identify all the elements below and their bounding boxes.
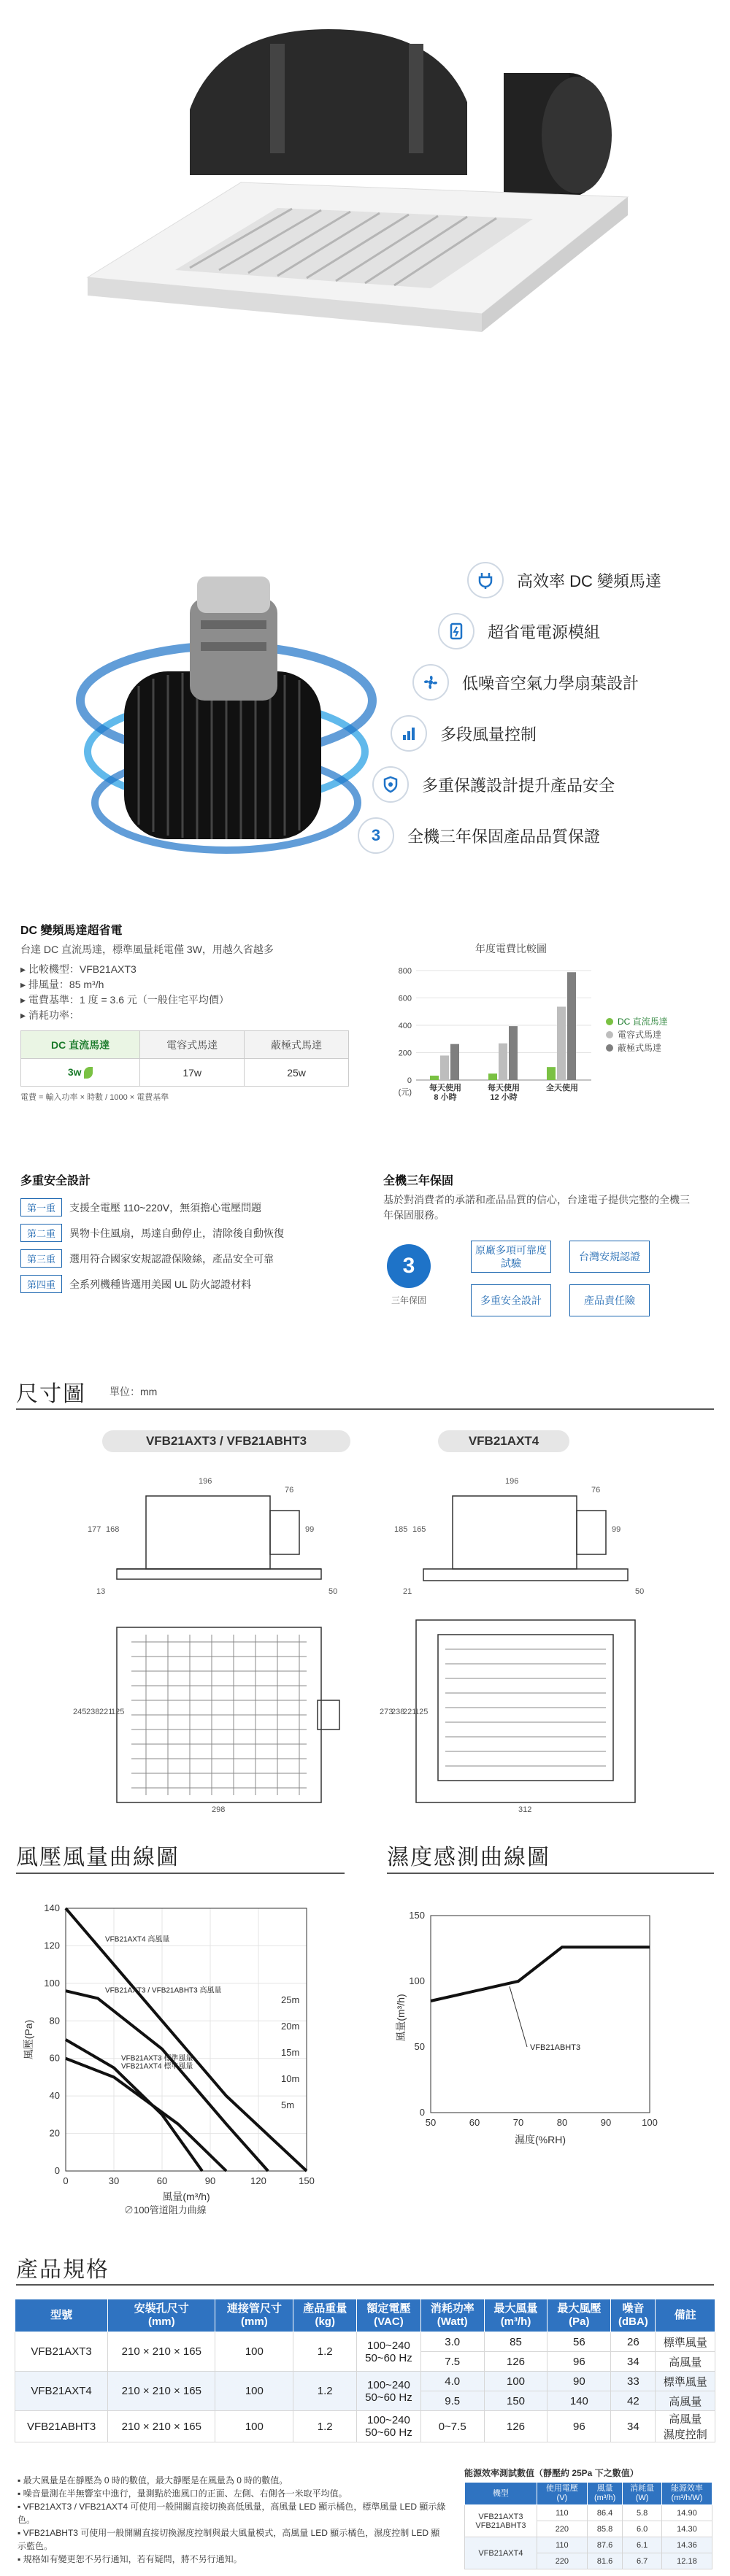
table-cell: 1.2: [293, 2332, 357, 2372]
efficiency-table: [464, 2482, 712, 2569]
table-cell: 100~240 50~60 Hz: [357, 2411, 421, 2442]
table-cell: 26: [611, 2332, 656, 2352]
x-axis-label: 風量(m³/h): [162, 2191, 210, 2202]
warranty-box: 產品責任險: [569, 1284, 650, 1316]
feature-text: 高效率 DC 變頻馬達: [517, 571, 662, 590]
table-cell: 100: [215, 2372, 293, 2411]
table-cell: 高風量: [656, 2391, 715, 2411]
y-tick-label: 80: [49, 2015, 60, 2027]
table-cell: 高風量: [656, 2352, 715, 2372]
table-cell: VFB21AXT3 VFB21ABHT3: [465, 2505, 537, 2537]
series-label: VFB21AXT4 標準風量: [121, 2062, 193, 2071]
table-cell: VFB21ABHT3: [15, 2411, 108, 2442]
table-cell: 5.8: [623, 2505, 662, 2521]
footnote: ∅100管道阻力曲線: [124, 2205, 207, 2215]
bar: [547, 1067, 556, 1080]
spec-notes: [18, 2474, 448, 2566]
plot-frame: [431, 1916, 650, 2113]
x-axis-label: 濕度(%RH): [515, 2134, 566, 2145]
dim-label: 13: [96, 1587, 106, 1596]
warranty-box: 原廠多項可靠度試驗: [471, 1241, 551, 1273]
pq-curve-title: 風壓風量曲線圖: [16, 1846, 180, 1870]
table-header: 噪音 (dBA): [611, 2299, 656, 2332]
y-tick-label: 0: [407, 1076, 412, 1085]
warranty-box: 多重安全設計: [471, 1284, 551, 1316]
table-cell: 6.0: [623, 2521, 662, 2537]
table-cell: 100: [215, 2411, 293, 2442]
safety-title: 多重安全設計: [20, 1175, 91, 1187]
warranty-title: 全機三年保固: [383, 1175, 454, 1187]
humidity-curve-title: 濕度感測曲線圖: [387, 1846, 550, 1870]
bar: [499, 1044, 507, 1080]
table-header: 蔽極式馬達: [245, 1031, 349, 1059]
table-cell: 56: [548, 2332, 611, 2352]
dim-label: 177: [88, 1525, 101, 1534]
table-cell: 110: [537, 2537, 587, 2553]
table-cell: 110: [537, 2505, 587, 2521]
spec-note: ▪ VFB21ABHT3 可使用一般開關直接切換濕度控制與最大風量模式，高風量 LED 顯示橘色，濕度控制 LED 顯示藍色。: [18, 2528, 440, 2551]
table-cell: 14.30: [661, 2521, 712, 2537]
dim-label: 21: [403, 1587, 412, 1596]
table-cell: 87.6: [587, 2537, 622, 2553]
x-tick-label: 每天使用: [488, 1084, 520, 1092]
safety-item: [20, 1224, 356, 1242]
safety-item: [20, 1198, 356, 1216]
table-cell: 3w: [21, 1059, 140, 1087]
safety-item: [20, 1275, 356, 1293]
legend-label: 蔽極式馬達: [618, 1043, 662, 1053]
dim-label: 185: [394, 1525, 408, 1534]
x-tick-label: 8 小時: [434, 1093, 457, 1102]
table-header: 連接管尺寸 (mm): [215, 2299, 293, 2332]
right-tick-label: 25m: [281, 1994, 300, 2005]
table-row: [15, 2332, 715, 2352]
dim-label: 312: [518, 1805, 532, 1814]
table-cell: 100: [215, 2332, 293, 2372]
series-label: VFB21ABHT3: [530, 2043, 581, 2052]
dim-label: 99: [612, 1525, 621, 1534]
dim-label: 196: [199, 1477, 212, 1486]
y-tick-label: 600: [398, 994, 412, 1003]
x-tick-label: 12 小時: [490, 1093, 518, 1102]
x-tick-label: 0: [63, 2175, 69, 2186]
feature-item: [391, 715, 537, 752]
table-cell: 42: [611, 2391, 656, 2411]
x-tick-label: 全天使用: [546, 1084, 578, 1092]
dim-label: 238: [86, 1708, 100, 1716]
bar: [488, 1073, 497, 1080]
y-tick-label: 120: [44, 1940, 60, 1951]
x-tick-label: 90: [204, 2175, 216, 2186]
table-header: 額定電壓 (VAC): [357, 2299, 421, 2332]
x-tick-label: 90: [600, 2117, 612, 2128]
model-label: VFB21AXT3 / VFB21ABHT3: [102, 1430, 350, 1452]
table-cell: 6.7: [623, 2553, 662, 2569]
table-header: 機型: [465, 2483, 537, 2505]
table-header: 備註: [656, 2299, 715, 2332]
bar: [430, 1076, 439, 1080]
table-cell: 86.4: [587, 2505, 622, 2521]
table-header: 消耗功率 (Watt): [420, 2299, 484, 2332]
table-cell: 標準風量: [656, 2372, 715, 2391]
dim-label: 76: [591, 1486, 601, 1495]
leader-line: [510, 1986, 527, 2047]
table-cell: 12.18: [661, 2553, 712, 2569]
y-tick-label: 20: [49, 2127, 60, 2139]
plug-icon: [467, 562, 504, 598]
table-cell: 126: [484, 2352, 548, 2372]
table-cell: 33: [611, 2372, 656, 2391]
table-cell: 9.5: [420, 2391, 484, 2411]
table-cell: 14.90: [661, 2505, 712, 2521]
table-cell: 1.2: [293, 2372, 357, 2411]
x-tick-label: 30: [108, 2175, 120, 2186]
legend-marker: [606, 1044, 613, 1052]
x-tick-label: 60: [156, 2175, 168, 2186]
y-tick-label: 0: [54, 2165, 60, 2176]
safety-text: 選用符合國家安規認證保險絲，產品安全可靠: [69, 1252, 274, 1265]
table-header: 風量 (m³/h): [587, 2483, 622, 2505]
feature-item: [372, 766, 615, 803]
table-cell: 96: [548, 2411, 611, 2442]
right-tick-label: 15m: [281, 2047, 300, 2058]
feature-item: [467, 562, 661, 598]
hero-product-image: [0, 0, 730, 511]
table-cell: 220: [537, 2521, 587, 2537]
model-label: VFB21AXT4: [438, 1430, 569, 1452]
table-cell: VFB21AXT4: [465, 2537, 537, 2569]
spec-note: ▪ 噪音量測在半無響室中進行，量測點於進風口的正面、左側、右側各一米取平均值。: [18, 2488, 347, 2499]
table-header: 電容式馬達: [140, 1031, 245, 1059]
y-tick-label: 140: [44, 1902, 60, 1913]
y-axis-label: (元): [398, 1088, 412, 1097]
dimension-drawing-right: [380, 1467, 657, 1817]
table-cell: 85: [484, 2332, 548, 2352]
table-row: [465, 2505, 712, 2521]
energy-desc: 台達 DC 直流馬達，標準風量耗電僅 3W，用越久省越多: [20, 944, 274, 955]
table-cell: 6.1: [623, 2537, 662, 2553]
energy-bullet: ▸ 電費基準：1 度 = 3.6 元（一般住宅平均價）: [20, 994, 229, 1006]
right-tick-label: 10m: [281, 2073, 300, 2084]
series-line: [431, 1947, 650, 2001]
feature-item: [358, 817, 600, 854]
spec-note: ▪ 規格如有變更恕不另行通知，若有疑問，將不另行通知。: [18, 2554, 242, 2564]
y-tick-label: 40: [49, 2090, 60, 2102]
table-cell: 210 × 210 × 165: [108, 2372, 215, 2411]
energy-bullet: ▸ 消耗功率：: [20, 1009, 80, 1021]
table-cell: 85.8: [587, 2521, 622, 2537]
spec-note: ▪ VFB21AXT3 / VFB21AXT4 可使用一般開關直接切換高低風量，高風量 LED 顯示橘色，標準風量 LED 顯示綠色。: [18, 2502, 446, 2525]
feature-text: 低噪音空氣力學扇葉設計: [462, 674, 639, 693]
table-cell: 81.6: [587, 2553, 622, 2569]
dim-label: 125: [111, 1708, 125, 1716]
table-cell: 100~240 50~60 Hz: [357, 2372, 421, 2411]
dim-label: 298: [212, 1805, 226, 1814]
x-tick-label: 100: [642, 2117, 658, 2128]
table-cell: 210 × 210 × 165: [108, 2332, 215, 2372]
y-axis-label: 風壓(Pa): [23, 2019, 34, 2060]
specs-table-wrap: [15, 2299, 715, 2442]
energy-formula: 電費 = 輸入功率 × 時數 / 1000 × 電費基準: [20, 1093, 169, 1102]
dim-label: 221: [99, 1708, 113, 1716]
feature-text: 多段風量控制: [440, 725, 537, 744]
table-cell: 126: [484, 2411, 548, 2442]
right-tick-label: 20m: [281, 2021, 300, 2032]
x-tick-label: 150: [299, 2175, 315, 2186]
table-cell: 1.2: [293, 2411, 357, 2442]
x-tick-label: 每天使用: [429, 1084, 461, 1092]
dim-label: 273: [380, 1708, 393, 1716]
bar: [440, 1055, 449, 1080]
section-divider: [16, 1873, 345, 1874]
shield-icon: [372, 766, 409, 803]
legend-marker: [606, 1031, 613, 1038]
series-label: VFB21AXT3 / VFB21ABHT3 高風量: [105, 1986, 222, 1995]
table-cell: 150: [484, 2391, 548, 2411]
warranty-badge-label: 三年保固: [391, 1295, 426, 1306]
warranty-section: [383, 1171, 712, 1346]
section-divider: [16, 2284, 714, 2286]
table-header: 最大風量 (m³/h): [484, 2299, 548, 2332]
table-cell: 100: [484, 2372, 548, 2391]
series-line: [66, 2059, 226, 2171]
energy-bullet: ▸ 比較機型：VFB21AXT3: [20, 963, 137, 975]
section-divider: [16, 1408, 714, 1410]
x-tick-label: 70: [512, 2117, 524, 2128]
table-cell: 34: [611, 2352, 656, 2372]
feature-text: 多重保護設計提升產品安全: [422, 776, 615, 795]
energy-bar-chart: [380, 941, 715, 1109]
table-header: 消耗量 (W): [623, 2483, 662, 2505]
dimension-drawing-left: [73, 1467, 350, 1817]
table-cell: 14.36: [661, 2537, 712, 2553]
x-tick-label: 120: [250, 2175, 266, 2186]
safety-tag: 第二重: [20, 1224, 62, 1242]
legend-marker: [606, 1018, 613, 1025]
table-header: 型號: [15, 2299, 108, 2332]
table-cell: 210 × 210 × 165: [108, 2411, 215, 2442]
table-row: [15, 2411, 715, 2442]
level-bars-icon: [391, 715, 427, 752]
table-cell: 3.0: [420, 2332, 484, 2352]
table-cell: 220: [537, 2553, 587, 2569]
table-cell: 90: [548, 2372, 611, 2391]
dim-label: 76: [285, 1486, 294, 1495]
feature-text: 超省電電源模組: [488, 622, 601, 641]
energy-section: [20, 921, 364, 1103]
table-header: DC 直流馬達: [21, 1031, 140, 1059]
feature-item: [438, 613, 600, 649]
dim-label: 50: [635, 1587, 645, 1596]
bar-chart-svg: [380, 941, 715, 1109]
dim-label: 238: [391, 1708, 405, 1716]
energy-bullet: ▸ 排風量：85 m³/h: [20, 979, 104, 990]
safety-tag: 第一重: [20, 1198, 62, 1216]
feature-text: 全機三年保固產品品質保證: [407, 827, 601, 846]
dim-label: 221: [403, 1708, 417, 1716]
dim-label: 125: [415, 1708, 429, 1716]
humidity-curve-chart: [394, 1894, 715, 2171]
safety-text: 支援全電壓 110~220V，無須擔心電壓問題: [69, 1201, 262, 1214]
efficiency-block: [464, 2467, 715, 2569]
x-tick-label: 50: [425, 2117, 437, 2128]
right-tick-label: 5m: [281, 2099, 295, 2110]
dimensions-unit: 單位：mm: [110, 1386, 158, 1397]
three-year-warranty-icon: 3: [387, 1244, 431, 1288]
series-label: VFB21AXT4 高風量: [105, 1935, 170, 1944]
y-tick-label: 100: [409, 1975, 425, 1986]
bar: [567, 972, 576, 1080]
safety-item: [20, 1249, 356, 1268]
fan-blade-icon: [412, 664, 449, 701]
specs-table: [15, 2299, 715, 2442]
dim-label: 245: [73, 1708, 87, 1716]
y-tick-label: 400: [398, 1022, 412, 1030]
table-header: 安裝孔尺寸 (mm): [108, 2299, 215, 2332]
safety-text: 全系列機種皆選用美國 UL 防火認證材料: [69, 1278, 252, 1290]
y-tick-label: 60: [49, 2052, 60, 2064]
series-label: VFB21AXT3 標準風量: [121, 2054, 193, 2063]
y-tick-label: 200: [398, 1049, 412, 1058]
warranty-box: 台灣安規認證: [569, 1241, 650, 1273]
power-comparison-table: [20, 1030, 349, 1087]
table-cell: 高風量 濕度控制: [656, 2411, 715, 2442]
dim-label: 168: [106, 1525, 120, 1534]
dim-label: 165: [412, 1525, 426, 1534]
table-cell: VFB21AXT3: [15, 2332, 108, 2372]
power-module-icon: [438, 613, 474, 649]
y-axis-label: 風量(m³/h): [395, 1994, 407, 2042]
bar: [557, 1007, 566, 1081]
motor-illustration: [73, 511, 380, 890]
table-cell: 4.0: [420, 2372, 484, 2391]
dimensions-title: 尺寸圖: [16, 1382, 86, 1406]
safety-section: [20, 1171, 356, 1300]
spec-note: ▪ 最大風量是在靜壓為 0 時的數值，最大靜壓是在風量為 0 時的數值。: [18, 2475, 288, 2486]
table-cell: 25w: [245, 1059, 349, 1087]
leaf-icon: [84, 1067, 93, 1079]
table-header: 能源效率 (m³/h/W): [661, 2483, 712, 2505]
table-cell: 100~240 50~60 Hz: [357, 2332, 421, 2372]
three-year-icon: 3: [358, 817, 394, 854]
legend-label: DC 直流馬達: [618, 1017, 668, 1027]
table-cell: 7.5: [420, 2352, 484, 2372]
table-cell: 17w: [140, 1059, 245, 1087]
bar: [509, 1026, 518, 1080]
table-cell: 140: [548, 2391, 611, 2411]
table-row: [15, 2372, 715, 2391]
table-row: [465, 2537, 712, 2553]
y-tick-label: 0: [419, 2107, 425, 2118]
y-tick-label: 50: [414, 2041, 425, 2052]
series-line: [66, 1991, 268, 2171]
table-cell: VFB21AXT4: [15, 2372, 108, 2411]
x-tick-label: 60: [469, 2117, 480, 2128]
safety-text: 異物卡住風扇，馬達自動停止，清除後自動恢復: [69, 1227, 285, 1239]
table-cell: 標準風量: [656, 2332, 715, 2352]
specs-title: 產品規格: [16, 2258, 110, 2282]
humidity-curve-svg: [394, 1894, 715, 2171]
chart-title: 年度電費比較圖: [475, 943, 547, 955]
efficiency-title: 能源效率測試數值（靜壓約 25Pa 下之數值）: [464, 2468, 639, 2478]
table-cell: 34: [611, 2411, 656, 2442]
pq-curve-svg: [22, 1894, 358, 2215]
safety-tag: 第四重: [20, 1275, 62, 1293]
y-tick-label: 100: [44, 1977, 60, 1989]
pq-curve-chart: [22, 1894, 358, 2215]
y-tick-label: 150: [409, 1910, 425, 1921]
dim-label: 99: [305, 1525, 315, 1534]
table-header: 產品重量 (kg): [293, 2299, 357, 2332]
bar: [450, 1044, 459, 1080]
x-tick-label: 80: [556, 2117, 568, 2128]
feature-item: [412, 664, 639, 701]
dim-label: 50: [328, 1587, 338, 1596]
section-divider: [387, 1873, 714, 1874]
table-header: 使用電壓 (V): [537, 2483, 587, 2505]
safety-tag: 第三重: [20, 1249, 62, 1268]
warranty-desc: 基於對消費者的承諾和產品品質的信心，台達電子提供完整的全機三年保固服務。: [383, 1194, 690, 1221]
y-tick-label: 800: [398, 967, 412, 976]
table-cell: 96: [548, 2352, 611, 2372]
dim-label: 196: [505, 1477, 519, 1486]
energy-title: DC 變頻馬達超省電: [20, 925, 123, 937]
legend-label: 電容式馬達: [618, 1030, 662, 1040]
table-cell: 0~7.5: [420, 2411, 484, 2442]
table-header: 最大風壓 (Pa): [548, 2299, 611, 2332]
